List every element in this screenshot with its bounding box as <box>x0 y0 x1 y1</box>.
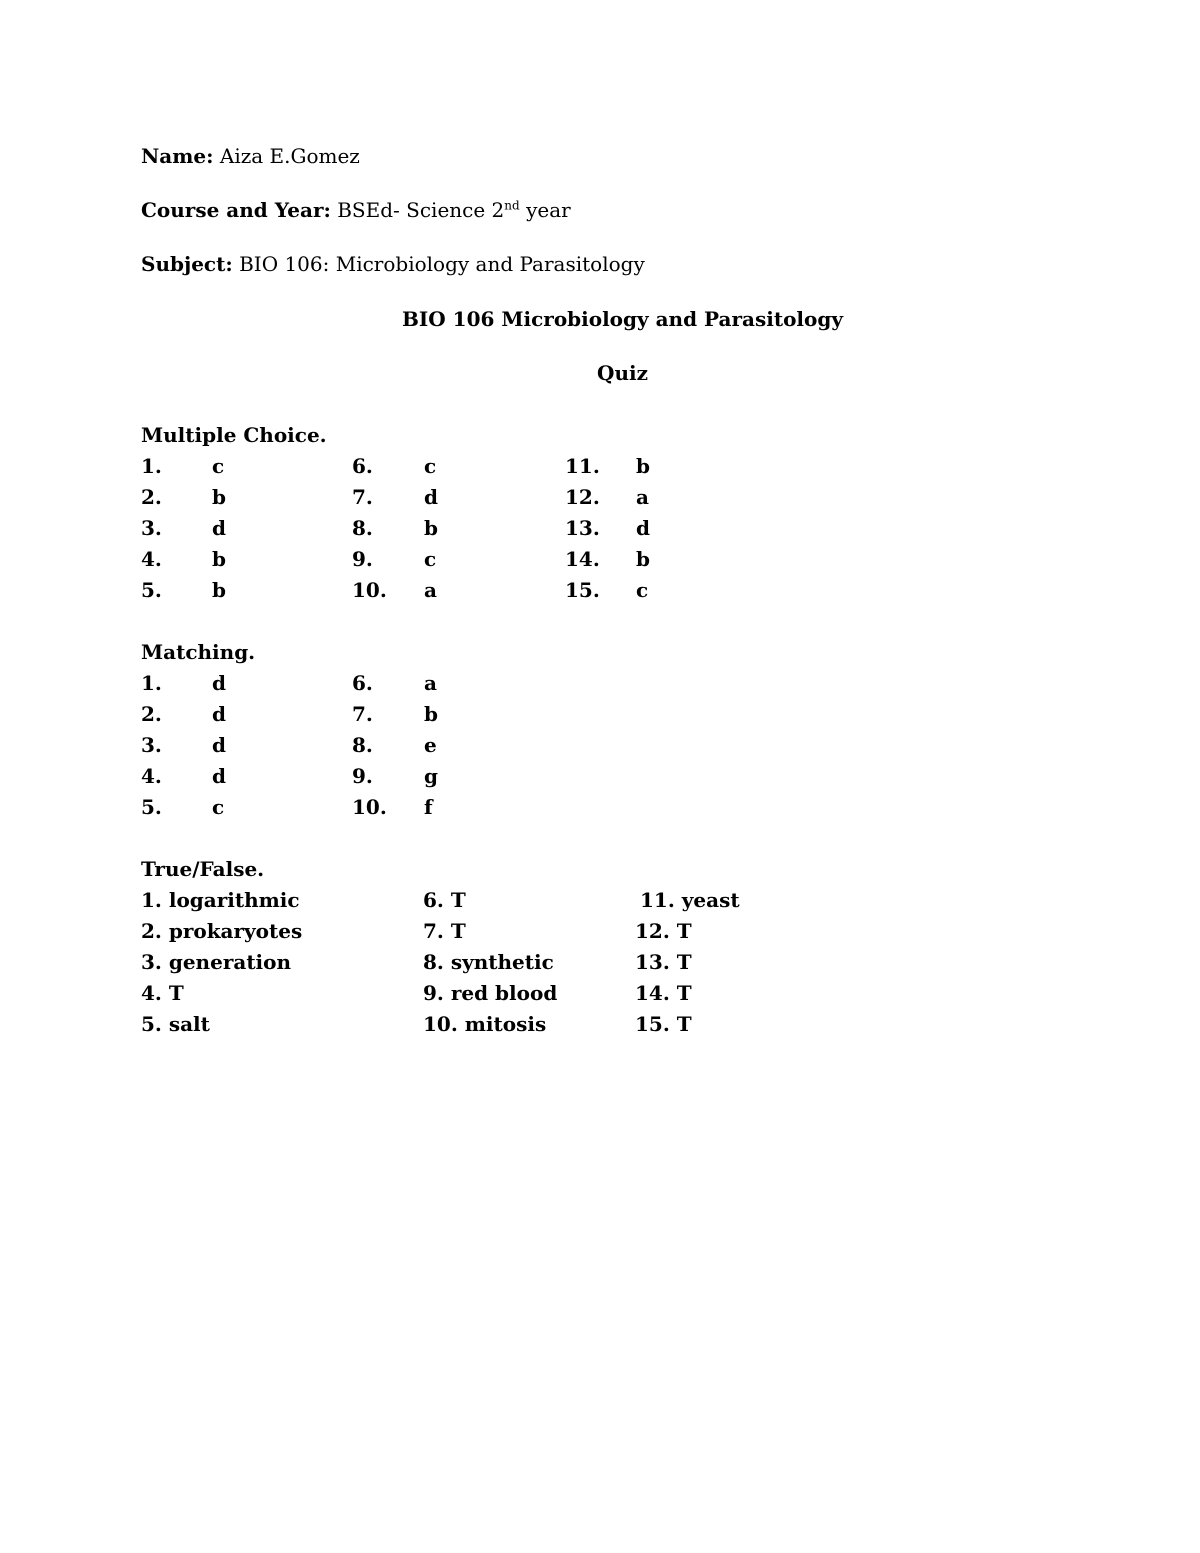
tf-answer: 2. prokaryotes <box>141 919 303 943</box>
matching-answer: d <box>212 733 226 757</box>
mc-answer: c <box>636 578 649 602</box>
course-tail: year <box>519 198 571 222</box>
matching-number: 2. <box>141 702 162 726</box>
mc-answer: b <box>212 547 226 571</box>
tf-answer: 7. T <box>423 919 466 943</box>
tf-answer: 12. T <box>635 919 692 943</box>
mc-number: 9. <box>352 547 373 571</box>
tf-answer: 1. logarithmic <box>141 888 300 912</box>
subject-line <box>141 252 645 276</box>
mc-answer: c <box>212 454 225 478</box>
mc-answer: a <box>636 485 649 509</box>
matching-number: 9. <box>352 764 373 788</box>
tf-answer: 8. synthetic <box>423 950 554 974</box>
mc-answer: d <box>212 516 226 540</box>
mc-answer: c <box>424 454 437 478</box>
tf-answer: 13. T <box>635 950 692 974</box>
tf-answer: 5. salt <box>141 1012 210 1036</box>
document-title: BIO 106 Microbiology and Parasitology <box>402 307 843 331</box>
matching-number: 3. <box>141 733 162 757</box>
matching-answer: d <box>212 671 226 695</box>
mc-answer: d <box>636 516 650 540</box>
tf-heading: True/False. <box>141 857 265 881</box>
matching-answer: e <box>424 733 437 757</box>
matching-answer: f <box>424 795 433 819</box>
tf-answer: 11. yeast <box>640 888 740 912</box>
name-value: Aiza E.Gomez <box>219 144 360 168</box>
matching-number: 6. <box>352 671 373 695</box>
tf-answer: 9. red blood <box>423 981 558 1005</box>
tf-answer: 15. T <box>635 1012 692 1036</box>
mc-number: 3. <box>141 516 162 540</box>
subject-value: BIO 106: Microbiology and Parasitology <box>239 252 645 276</box>
mc-heading: Multiple Choice. <box>141 423 327 447</box>
matching-number: 1. <box>141 671 162 695</box>
mc-number: 2. <box>141 485 162 509</box>
matching-answer: g <box>424 764 438 788</box>
subject-label: Subject: <box>141 252 233 276</box>
mc-number: 15. <box>565 578 600 602</box>
matching-answer: c <box>212 795 225 819</box>
matching-number: 5. <box>141 795 162 819</box>
tf-answer: 6. T <box>423 888 466 912</box>
mc-number: 10. <box>352 578 387 602</box>
tf-answer: 3. generation <box>141 950 292 974</box>
mc-number: 12. <box>565 485 600 509</box>
mc-number: 11. <box>565 454 600 478</box>
tf-answer: 4. T <box>141 981 184 1005</box>
mc-number: 6. <box>352 454 373 478</box>
tf-answer: 14. T <box>635 981 692 1005</box>
document-subtitle: Quiz <box>597 361 648 385</box>
course-line <box>141 198 571 222</box>
mc-number: 5. <box>141 578 162 602</box>
mc-answer: c <box>424 547 437 571</box>
matching-heading: Matching. <box>141 640 256 664</box>
course-value: BSEd- Science 2 <box>337 198 505 222</box>
matching-answer: b <box>424 702 438 726</box>
matching-number: 8. <box>352 733 373 757</box>
matching-number: 4. <box>141 764 162 788</box>
matching-answer: a <box>424 671 437 695</box>
matching-answer: d <box>212 702 226 726</box>
course-superscript: nd <box>504 198 520 213</box>
mc-answer: b <box>636 454 650 478</box>
matching-number: 7. <box>352 702 373 726</box>
mc-number: 7. <box>352 485 373 509</box>
matching-answer: d <box>212 764 226 788</box>
mc-answer: b <box>424 516 438 540</box>
mc-answer: b <box>212 485 226 509</box>
mc-number: 13. <box>565 516 600 540</box>
name-label: Name: <box>141 144 214 168</box>
mc-answer: b <box>636 547 650 571</box>
tf-answer: 10. mitosis <box>423 1012 547 1036</box>
mc-number: 8. <box>352 516 373 540</box>
mc-answer: b <box>212 578 226 602</box>
mc-answer: d <box>424 485 438 509</box>
course-label: Course and Year: <box>141 198 331 222</box>
name-line <box>141 144 360 168</box>
matching-number: 10. <box>352 795 387 819</box>
mc-number: 14. <box>565 547 600 571</box>
mc-number: 1. <box>141 454 162 478</box>
mc-number: 4. <box>141 547 162 571</box>
mc-answer: a <box>424 578 437 602</box>
